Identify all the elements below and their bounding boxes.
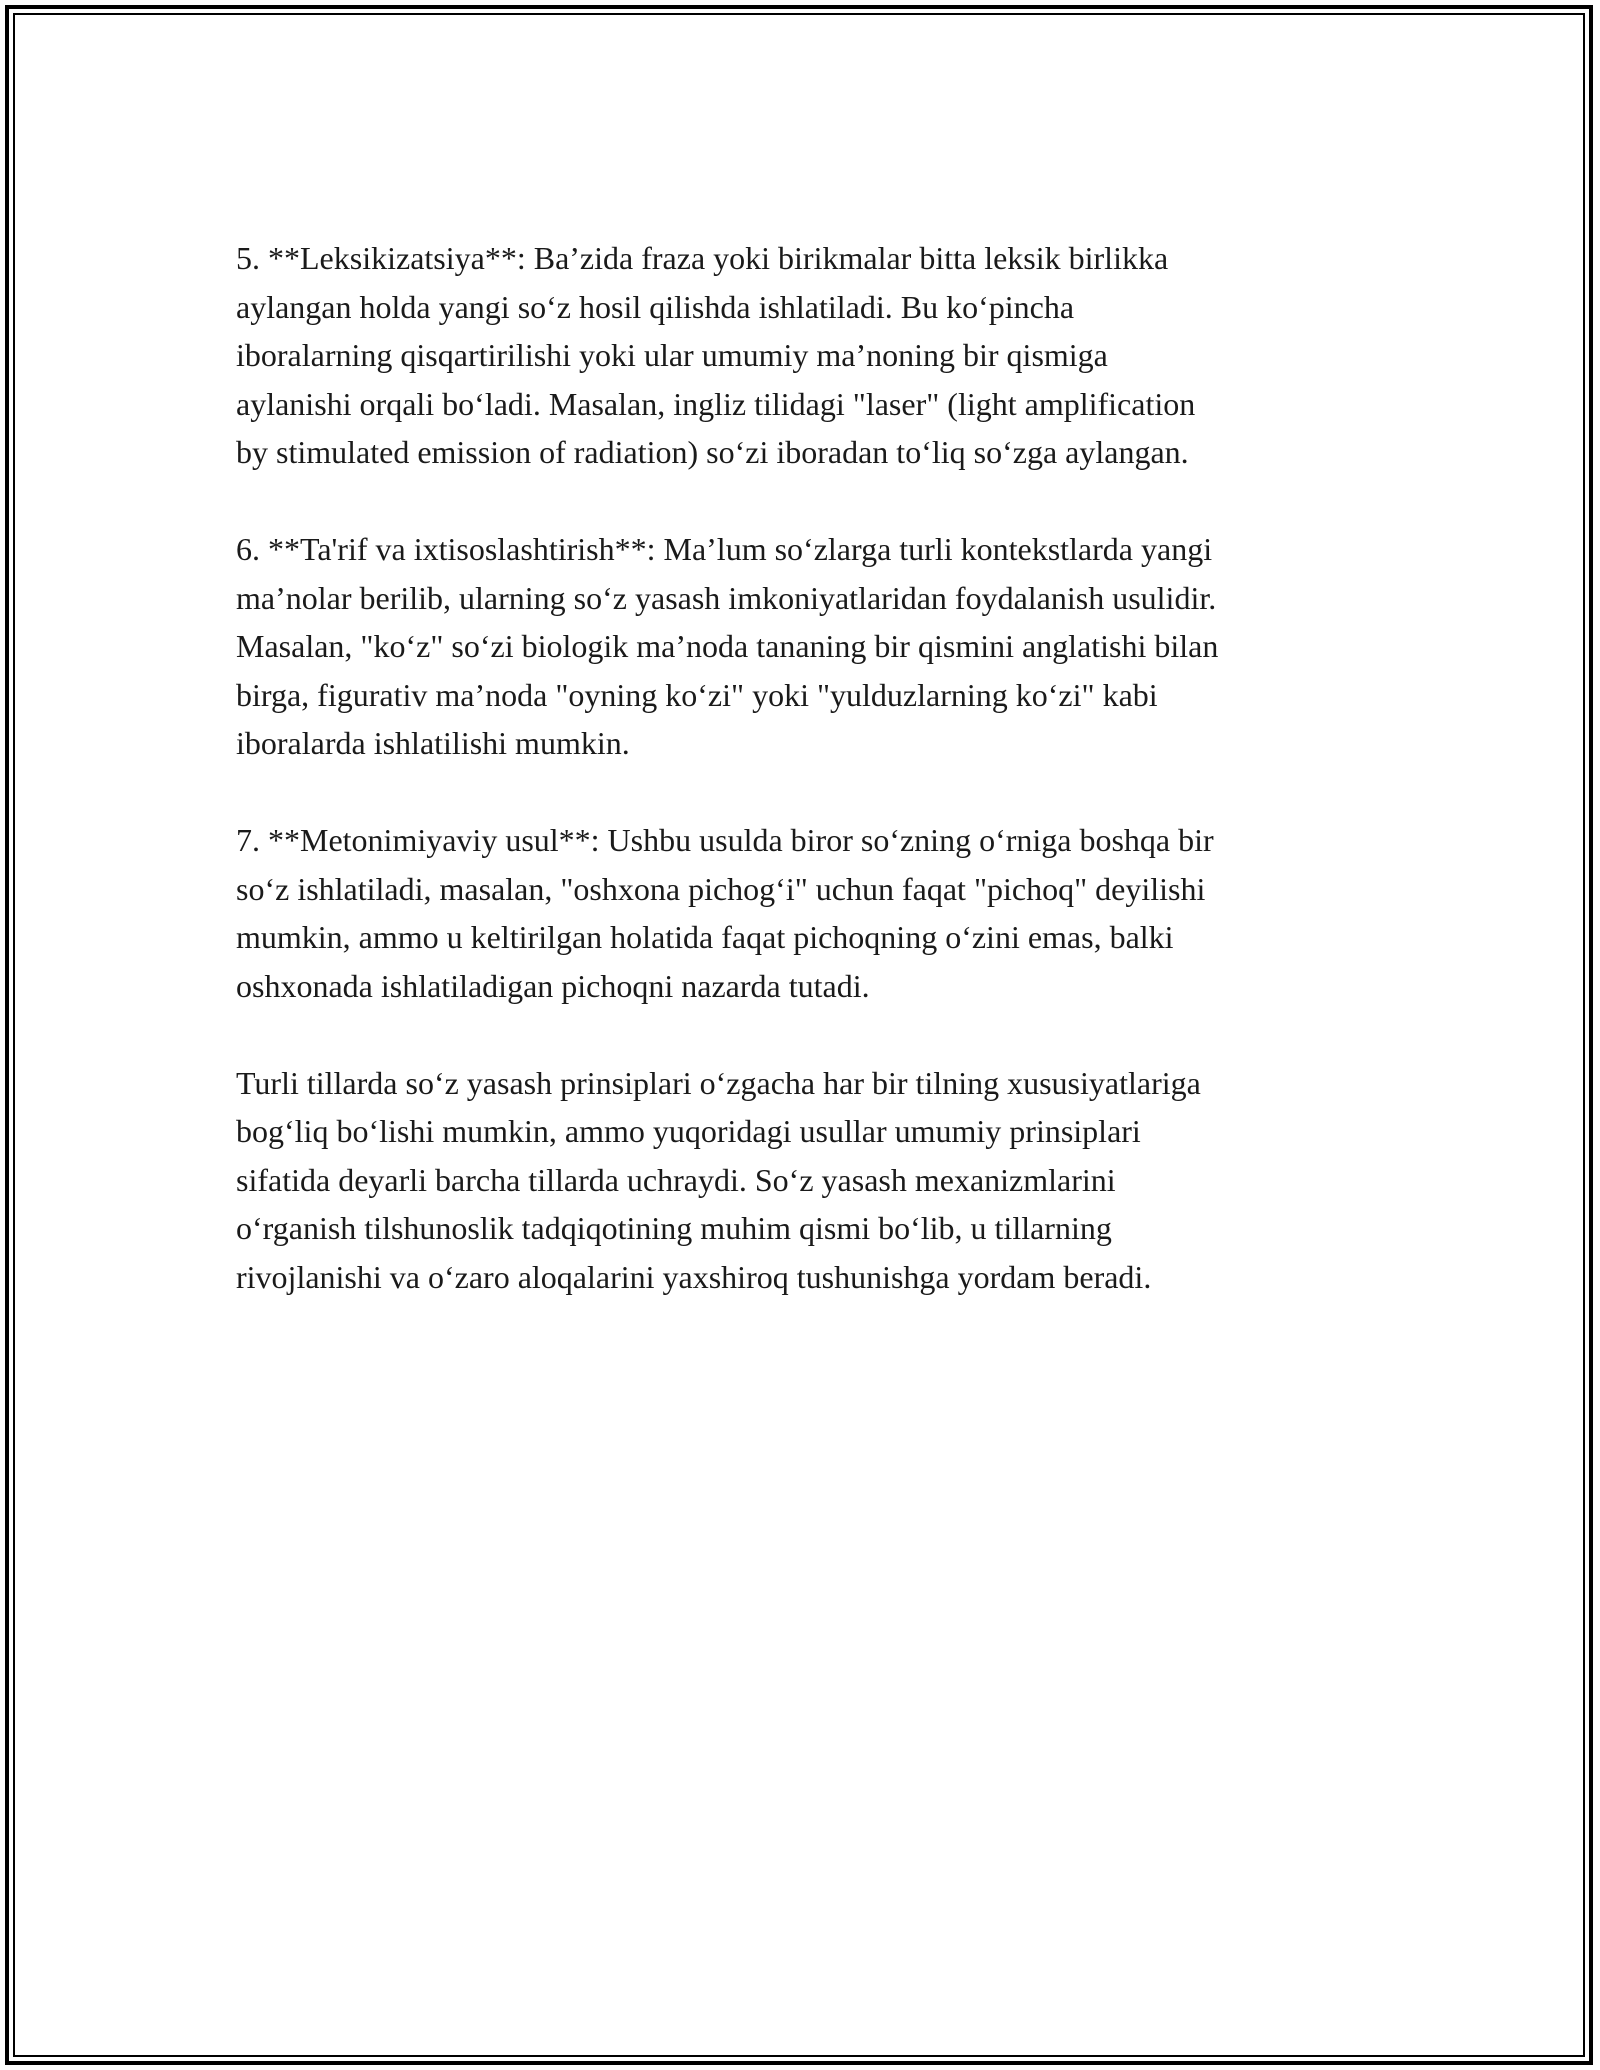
text-line: o‘rganish tilshunoslik tadqiqotining muhim qismi bo‘lib, u tillarning: [236, 1210, 1112, 1246]
text-line: 7. **Metonimiyaviy usul**: Ushbu usulda biror so‘zning o‘rniga boshqa bir: [236, 822, 1214, 858]
text-line: Masalan, "ko‘z" so‘zi biologik ma’noda tananing bir qismini anglatishi bilan: [236, 628, 1219, 664]
text-line: iboralarda ishlatilishi mumkin.: [236, 725, 630, 761]
text-line: birga, figurativ ma’noda "oyning ko‘zi" yoki "yulduzlarning ko‘zi" kabi: [236, 676, 1158, 713]
text-line: iboralarning qisqartirilishi yoki ular umumiy ma’noning bir qismiga: [236, 337, 1108, 373]
text-line: 5. **Leksikizatsiya**: Ba’zida fraza yoki birikmalar bitta leksik birlikka: [236, 240, 1169, 276]
paragraph-metonimiyaviy: [236, 816, 1366, 1010]
document-body: [236, 234, 1366, 1350]
text-line: by stimulated emission of radiation) so‘zi iboradan to‘liq so‘zga aylangan.: [236, 434, 1189, 470]
text-line: Turli tillarda so‘z yasash prinsiplari o‘zgacha har bir tilning xususiyatlariga: [236, 1064, 1201, 1101]
text-line: aylangan holda yangi so‘z hosil qilishda ishlatiladi. Bu ko‘pincha: [236, 288, 1075, 325]
text-line: bog‘liq bo‘lishi mumkin, ammo yuqoridagi usullar umumiy prinsiplari: [236, 1113, 1141, 1149]
paragraph-tarif: [236, 525, 1366, 768]
text-line: mumkin, ammo u keltirilgan holatida faqat pichoqning o‘zini emas, balki: [236, 919, 1174, 955]
text-line: 6. **Ta'rif va ixtisoslashtirish**: Ma’lum so‘zlarga turli kontekstlarda yangi: [236, 531, 1213, 567]
text-line: ma’nolar berilib, ularning so‘z yasash imkoniyatlaridan foydalanish usulidir.: [236, 579, 1217, 616]
text-line: so‘z ishlatiladi, masalan, "oshxona pichog‘i" uchun faqat "pichoq" deyilishi: [236, 870, 1206, 907]
text-line: aylanishi orqali bo‘ladi. Masalan, ingliz tilidagi "laser" (light amplification: [236, 385, 1196, 422]
text-line: rivojlanishi va o‘zaro aloqalarini yaxshiroq tushunishga yordam beradi.: [236, 1258, 1152, 1295]
paragraph-leksikizatsiya: [236, 234, 1366, 477]
text-line: oshxonada ishlatiladigan pichoqni nazarda tutadi.: [236, 967, 870, 1004]
text-line: sifatida deyarli barcha tillarda uchraydi. So‘z yasash mexanizmlarini: [236, 1161, 1116, 1198]
paragraph-conclusion: [236, 1059, 1366, 1302]
